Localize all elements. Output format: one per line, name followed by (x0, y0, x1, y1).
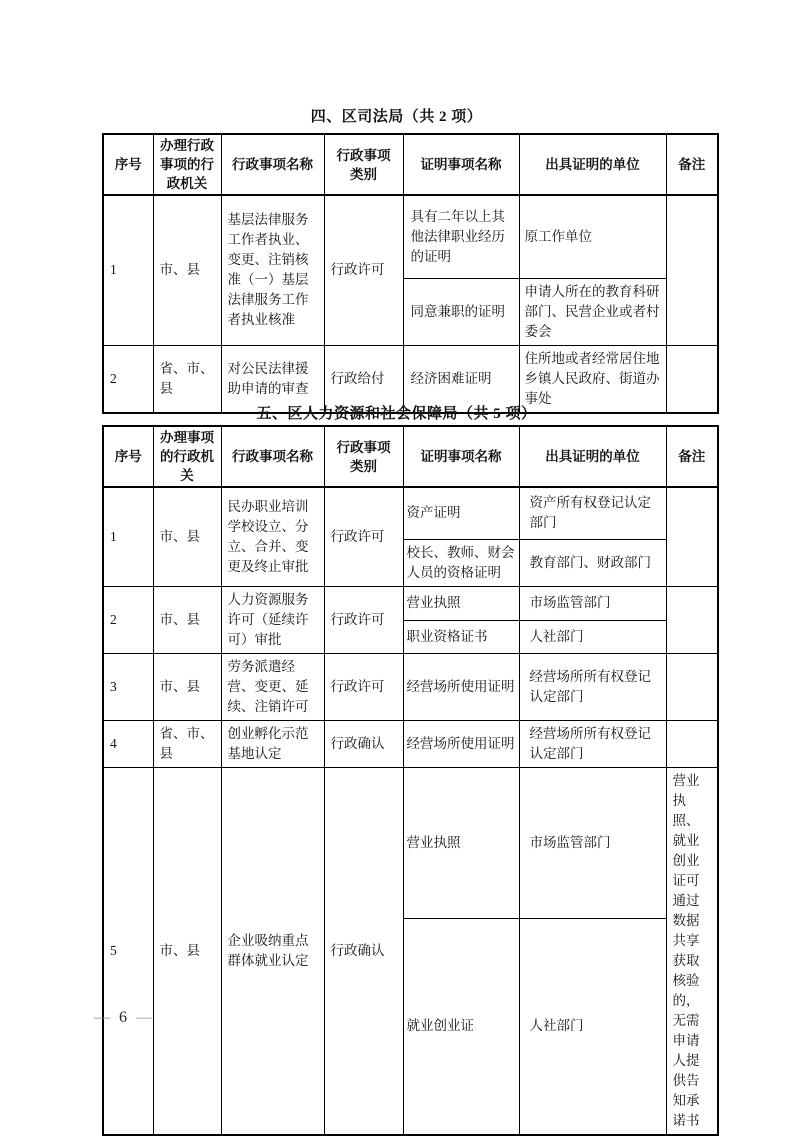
cell-item: 对公民法律援助申请的审查 (221, 345, 324, 413)
cell-category: 行政许可 (324, 586, 403, 653)
cell-cert: 资产证明 (403, 487, 519, 539)
table-row (103, 586, 718, 620)
cell-cert: 同意兼职的证明 (403, 278, 519, 345)
cell-category: 行政许可 (324, 487, 403, 586)
col-header-item: 行政事项名称 (221, 134, 324, 195)
col-header-category: 行政事项类别 (324, 426, 403, 487)
page-number-dash-right: — (136, 1009, 152, 1026)
cell-item: 民办职业培训学校设立、分立、合并、变更及终止审批 (221, 487, 324, 586)
table-header-row (103, 426, 718, 487)
cell-agency: 市、县 (153, 586, 221, 653)
section-title-hr-social-security-bureau: 五、区人力资源和社会保障局（共 5 项） (256, 406, 537, 422)
table-row (103, 487, 718, 539)
table-header-row (103, 134, 718, 195)
cell-item: 基层法律服务工作者执业、变更、注销核准（一）基层法律服务工作者执业核准 (221, 195, 324, 345)
col-header-seq: 序号 (103, 426, 153, 487)
col-header-cert: 证明事项名称 (403, 134, 519, 195)
cell-cert: 经营场所使用证明 (403, 720, 519, 767)
cell-issuer: 市场监管部门 (519, 586, 666, 620)
cell-agency: 市、县 (153, 653, 221, 720)
table-row (103, 653, 718, 720)
cell-category: 行政给付 (324, 345, 403, 413)
cell-remark (666, 653, 718, 720)
cell-item: 人力资源服务许可（延续许可）审批 (221, 586, 324, 653)
cell-seq: 1 (103, 195, 153, 345)
cell-category: 行政许可 (324, 653, 403, 720)
cell-cert: 营业执照 (403, 586, 519, 620)
table-justice-bureau (102, 133, 719, 414)
cell-remark (666, 345, 718, 413)
section-title-justice-bureau: 四、区司法局（共 2 项） (310, 109, 483, 125)
page-number (94, 1008, 152, 1028)
col-header-cert: 证明事项名称 (403, 426, 519, 487)
cell-remark (666, 720, 718, 767)
cell-remark: 营业执照、就业创业证可通过数据共享获取核验的，无需申请人提供告知承诺书 (666, 767, 718, 1135)
table-row (103, 767, 718, 919)
cell-item: 企业吸纳重点群体就业认定 (221, 767, 324, 1135)
cell-issuer: 市场监管部门 (519, 767, 666, 919)
cell-issuer: 资产所有权登记认定部门 (519, 487, 666, 539)
cell-cert: 经济困难证明 (403, 345, 519, 413)
cell-issuer: 经营场所所有权登记认定部门 (519, 720, 666, 767)
cell-seq: 2 (103, 345, 153, 413)
cell-issuer: 人社部门 (519, 919, 666, 1135)
cell-cert: 职业资格证书 (403, 620, 519, 653)
col-header-seq: 序号 (103, 134, 153, 195)
table-row (103, 345, 718, 413)
cell-category: 行政确认 (324, 767, 403, 1135)
cell-agency: 市、县 (153, 195, 221, 345)
cell-seq: 2 (103, 586, 153, 653)
col-header-remark: 备注 (666, 426, 718, 487)
page-number-value: 6 (119, 1009, 127, 1026)
cell-cert: 校长、教师、财会人员的资格证明 (403, 539, 519, 586)
col-header-category: 行政事项类别 (324, 134, 403, 195)
cell-agency: 省、市、县 (153, 720, 221, 767)
cell-category: 行政确认 (324, 720, 403, 767)
col-header-remark: 备注 (666, 134, 718, 195)
cell-cert: 经营场所使用证明 (403, 653, 519, 720)
col-header-issuer: 出具证明的单位 (519, 134, 666, 195)
cell-cert: 就业创业证 (403, 919, 519, 1135)
cell-issuer: 原工作单位 (519, 195, 666, 278)
cell-remark (666, 195, 718, 345)
cell-issuer: 经营场所所有权登记认定部门 (519, 653, 666, 720)
cell-item: 劳务派遣经营、变更、延续、注销许可 (221, 653, 324, 720)
cell-issuer: 住所地或者经常居住地乡镇人民政府、街道办事处 (519, 345, 666, 413)
cell-cert: 具有二年以上其他法律职业经历的证明 (403, 195, 519, 278)
cell-issuer: 教育部门、财政部门 (519, 539, 666, 586)
cell-issuer: 申请人所在的教育科研部门、民营企业或者村委会 (519, 278, 666, 345)
col-header-issuer: 出具证明的单位 (519, 426, 666, 487)
cell-agency: 市、县 (153, 767, 221, 1135)
cell-item: 创业孵化示范基地认定 (221, 720, 324, 767)
cell-agency: 市、县 (153, 487, 221, 586)
table-row (103, 720, 718, 767)
cell-category: 行政许可 (324, 195, 403, 345)
col-header-agency: 办理行政事项的行政机关 (153, 134, 221, 195)
table-hr-social-security-bureau (102, 425, 719, 1136)
cell-agency: 省、市、县 (153, 345, 221, 413)
cell-remark (666, 487, 718, 586)
col-header-agency: 办理事项的行政机关 (153, 426, 221, 487)
cell-cert: 营业执照 (403, 767, 519, 919)
page-number-dash-left: — (94, 1009, 110, 1026)
table-row (103, 195, 718, 278)
cell-seq: 5 (103, 767, 153, 1135)
cell-seq: 1 (103, 487, 153, 586)
cell-seq: 3 (103, 653, 153, 720)
cell-seq: 4 (103, 720, 153, 767)
cell-remark (666, 586, 718, 653)
cell-issuer: 人社部门 (519, 620, 666, 653)
col-header-item: 行政事项名称 (221, 426, 324, 487)
